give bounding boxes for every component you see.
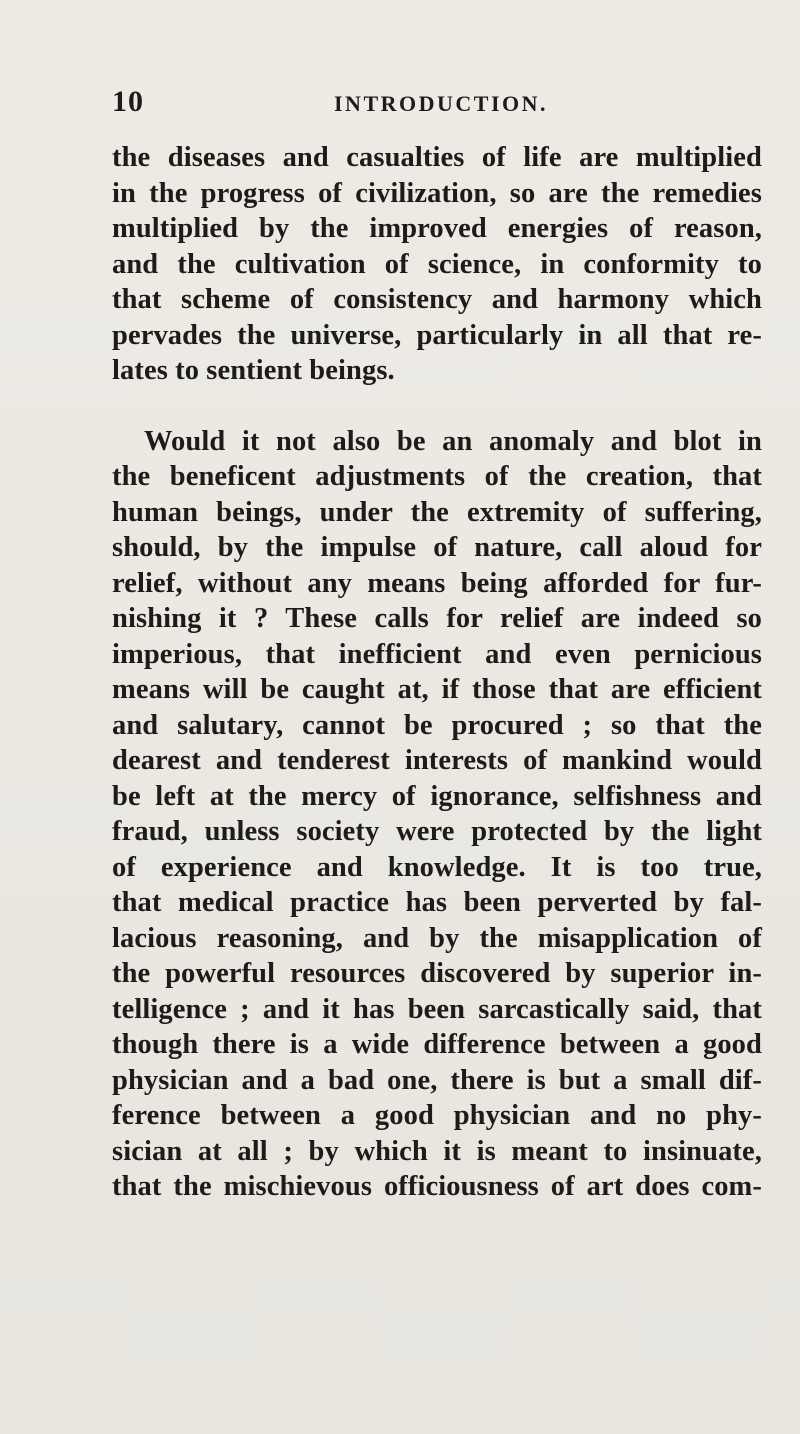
- text-line: though there is a wide difference between a good: [112, 1029, 762, 1060]
- text-line: the beneficent adjustments of the creation, that: [112, 461, 762, 492]
- text-line: nishing it ? These calls for relief are indeed so: [112, 603, 762, 634]
- text-line: that medical practice has been perverted by fal-: [112, 887, 762, 918]
- text-line: and the cultivation of science, in conformity to: [112, 248, 762, 280]
- text-line: human beings, under the extremity of suffering,: [112, 496, 762, 528]
- text-line: sician at all ; by which it is meant to insinuate,: [112, 1135, 762, 1167]
- text-line: in the progress of civilization, so are the remedies: [112, 177, 762, 209]
- paragraph-gap: [112, 389, 762, 424]
- text-line: the powerful resources discovered by superior in-: [112, 958, 762, 989]
- text-line: Would it not also be an anomaly and blot in: [144, 425, 762, 457]
- text-line: be left at the mercy of ignorance, selfishness and: [112, 780, 762, 812]
- text-line: should, by the impulse of nature, call aloud for: [112, 532, 762, 563]
- text-line: and salutary, cannot be procured ; so that the: [112, 709, 762, 741]
- text-line: that scheme of consistency and harmony which: [112, 284, 762, 315]
- text-line: multiplied by the improved energies of reason,: [112, 213, 762, 244]
- paragraph-1: [112, 140, 762, 389]
- text-line: pervades the universe, particularly in all that re-: [112, 319, 762, 351]
- text-line: lacious reasoning, and by the misapplication of: [112, 922, 762, 954]
- text-line: of experience and knowledge. It is too true,: [112, 851, 762, 883]
- text-line: relief, without any means being afforded for fur-: [112, 567, 762, 599]
- page-number: 10: [112, 85, 144, 118]
- text-line: telligence ; and it has been sarcastically said, that: [112, 993, 762, 1025]
- paragraph-2: [112, 424, 762, 1205]
- text-line: fraud, unless society were protected by the light: [112, 816, 762, 847]
- body-text: [112, 140, 762, 1205]
- text-line: imperious, that inefficient and even pernicious: [112, 638, 762, 670]
- text-line: dearest and tenderest interests of mankind would: [112, 745, 762, 776]
- text-line: lates to sentient beings.: [112, 355, 395, 386]
- text-line: ference between a good physician and no phy-: [112, 1100, 762, 1131]
- text-line: the diseases and casualties of life are multiplied: [112, 142, 762, 173]
- running-head: INTRODUCTION.: [334, 91, 549, 116]
- text-line: means will be caught at, if those that are efficient: [112, 674, 762, 705]
- page-header: [112, 84, 752, 124]
- text-line: that the mischievous officiousness of art does com-: [112, 1171, 762, 1202]
- text-line: physician and a bad one, there is but a small dif-: [112, 1064, 762, 1096]
